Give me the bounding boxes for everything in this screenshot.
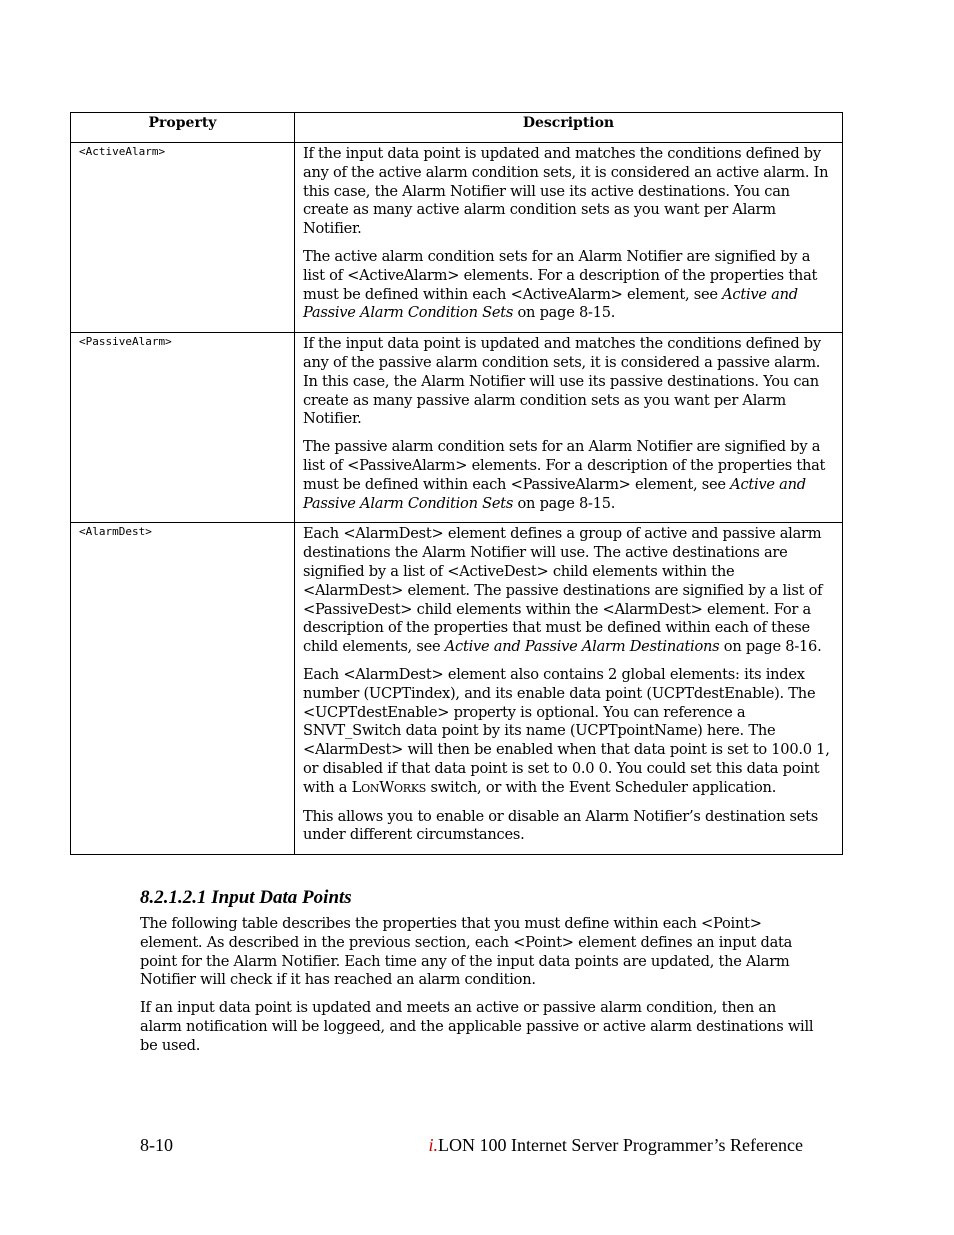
description-paragraph: This allows you to enable or disable an Alarm Notifier’s destination sets under different circumstances. [303,807,818,844]
cross-reference: Active and Passive Alarm Condition Sets [303,475,806,512]
table-row [71,523,843,855]
description-paragraph: The passive alarm condition sets for an Alarm Notifier are signified by a list of <PassiveAlarm> elements. For a description of the properties that must be defined within each <PassiveAlarm> element, see Active and Passive Alarm Condition Sets on page 8-15. [303,438,826,512]
description-paragraph: If the input data point is updated and matches the conditions defined by any of the passive alarm condition sets, it is considered a passive alarm. In this case, the Alarm Notifier will use its passive destinations. You can create as many passive alarm condition sets as you want per Alarm Notifier. [303,335,821,428]
column-header-property: Property [71,113,295,143]
property-description [295,523,843,855]
table-row [71,143,843,333]
lonworks-trademark: LONWORKS [351,778,427,796]
properties-table [70,112,843,855]
body-paragraph: The following table describes the properties that you must define within each <Point> element. As described in the previous section, each <Point> element defines an input data point for the Alarm Notifier. Each time any of the input data points are updated, the Alarm Notifier will check if it has reached an alarm condition. [140,915,793,989]
description-paragraph: If the input data point is updated and matches the conditions defined by any of the active alarm condition sets, it is considered an active alarm. In this case, the Alarm Notifier will use its active destinations. You can create as many active alarm condition sets as you want per Alarm Notifier. [303,145,829,238]
property-description [295,143,843,333]
property-name: <PassiveAlarm> [71,333,295,523]
table-header-row [71,113,843,143]
table-row [71,333,843,523]
property-name: <AlarmDest> [71,523,295,855]
body-paragraph: If an input data point is updated and meets an active or passive alarm condition, then an alarm notification will be loggeed, and the applicable passive or active alarm destinations will be used. [140,999,814,1054]
property-description [295,333,843,523]
property-name: <ActiveAlarm> [71,143,295,333]
cross-reference: Active and Passive Alarm Destinations [444,638,720,656]
description-paragraph: Each <AlarmDest> element also contains 2 global elements: its index number (UCPTindex), and its enable data point (UCPTdestEnable). The <UCPTdestEnable> property is optional. You can reference a SNVT_Switch data point by its name (UCPTpointName) here. The <AlarmDest> will then be enabled when that data point is set to 100.0 1, or disabled if that data point is set to 0.0 0. You could set this data point with a LONWORKS switch, or with the Event Scheduler application. [303,665,830,796]
column-header-description: Description [295,113,843,143]
footer-title-text: LON 100 Internet Server Programmer’s Reference [437,1135,803,1155]
cross-reference: Active and Passive Alarm Condition Sets [303,285,798,322]
running-footer-title [428,1135,803,1156]
brand-i-prefix: i. [428,1135,438,1155]
description-paragraph: The active alarm condition sets for an Alarm Notifier are signified by a list of <ActiveAlarm> elements. For a description of the properties that must be defined within each <ActiveAlarm> element, see Active and Passive Alarm Condition Sets on page 8-15. [303,247,818,322]
page-number: 8-10 [140,1135,173,1155]
section-heading: 8.2.1.2.1 Input Data Points [140,887,352,908]
section-body [140,915,820,1065]
description-paragraph: Each <AlarmDest> element defines a group of active and passive alarm destinations the Alarm Notifier will use. The active destinations are signified by a list of <ActiveDest> child elements within the <AlarmDest> element. The passive destinations are signified by a list of <PassiveDest> child elements within the <AlarmDest> element. For a description of the properties that must be defined within each of these child elements, see Active and Passive Alarm Destinations on page 8-16. [303,525,823,656]
